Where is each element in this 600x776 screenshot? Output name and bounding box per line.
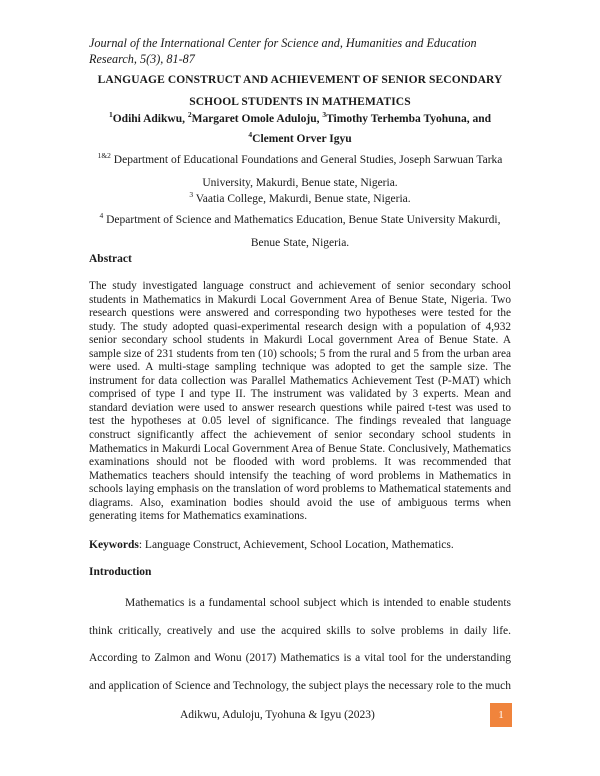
authors-line-2 [88,129,512,149]
author-3-marker: 3 [322,110,327,120]
journal-header: Journal of the International Center for Science and, Humanities and Education Research, 5(3), 81-87 [89,36,477,66]
affiliation-3-text: Department of Science and Mathematics Education, Benue State University Makurdi, Benue State, Nigeria. [103,214,501,249]
footer-citation: Adikwu, Aduloju, Tyohuna & Igyu (2023) [180,709,375,721]
author-1-marker: 1 [108,110,113,120]
author-list [88,109,512,149]
paper-title [70,69,530,113]
authors-line-1 [88,109,512,129]
author-4: Clement Orver Igyu [252,133,352,145]
author-4-marker: 4 [248,130,253,140]
keywords-label: Keywords [89,539,139,551]
introduction-heading: Introduction [89,566,152,578]
keywords [89,538,511,552]
title-line-2: SCHOOL STUDENTS IN MATHEMATICS [189,96,411,108]
page-number-badge: 1 [490,703,512,727]
affiliation-1-marker: 1&2 [97,151,111,161]
affiliation-3-marker: 4 [99,211,104,221]
author-3: Timothy Terhemba Tyohuna, and [326,113,491,125]
affiliation-3 [89,209,511,255]
author-1: Odihi Adikwu, [112,113,188,125]
affiliation-1-text: Department of Educational Foundations and General Studies, Joseph Sarwuan Tarka University, Makurdi, Benue state, Nigeria. [110,154,503,189]
affiliation-2-marker: 3 [189,190,194,200]
introduction-body: Mathematics is a fundamental school subject which is intended to enable students think critically, creatively and use the acquired skills to solve problems in daily life. According to Zalmon and Wonu (2017) Mathematics is a vital tool for the understanding and application of Science and Technology, the subject plays the necessary role to the much [89,597,512,692]
author-2-marker: 2 [187,110,192,120]
author-2: Margaret Omole Aduloju, [191,113,323,125]
affiliation-2 [89,188,511,211]
affiliation-2-text: Vaatia College, Makurdi, Benue state, Nigeria. [193,193,411,205]
abstract-heading: Abstract [89,253,132,265]
abstract-body: The study investigated language construct and achievement of senior secondary school students in Mathematics in Makurdi Local Government Area of Benue State, Nigeria. Two research questions were answered and corresponding two hypotheses were tested for the study. The study adopted quasi-experimental research design with a population of 4,932 senior secondary school students in Makurdi Local government Area of Benue State. A sample size of 231 students from ten (10) schools; 5 from the rural and 5 from the urban area were used. A multi-stage sampling technique was adopted to get the sample size. The instrument for data collection was Parallel Mathematics Achievement Test (P-MAT) which comprised of type I and type II. The instrument was validated by 3 experts. Mean and standard deviation were used to answer research questions while paired t-test was used to test the hypotheses at 0.05 level of significance. The findings revealed that language construct significantly affect the achievement of senior secondary school students in Mathematics in Makurdi Local Government Area of Benue State. Conclusively, Mathematics examinations should not be flooded with word problems. It was recommended that Mathematics teachers should intensify the teaching of word problems in Mathematics in schools laying emphasis on the translation of word problems to Mathematical statements and diagrams. Also, examination bodies should avoid the use of ambiguous terms when generating items for Mathematics examinations. [89,280,511,523]
title-line-1: LANGUAGE CONSTRUCT AND ACHIEVEMENT OF SENIOR SECONDARY [97,74,503,86]
keywords-text: : Language Construct, Achievement, School Location, Mathematics. [138,539,454,551]
